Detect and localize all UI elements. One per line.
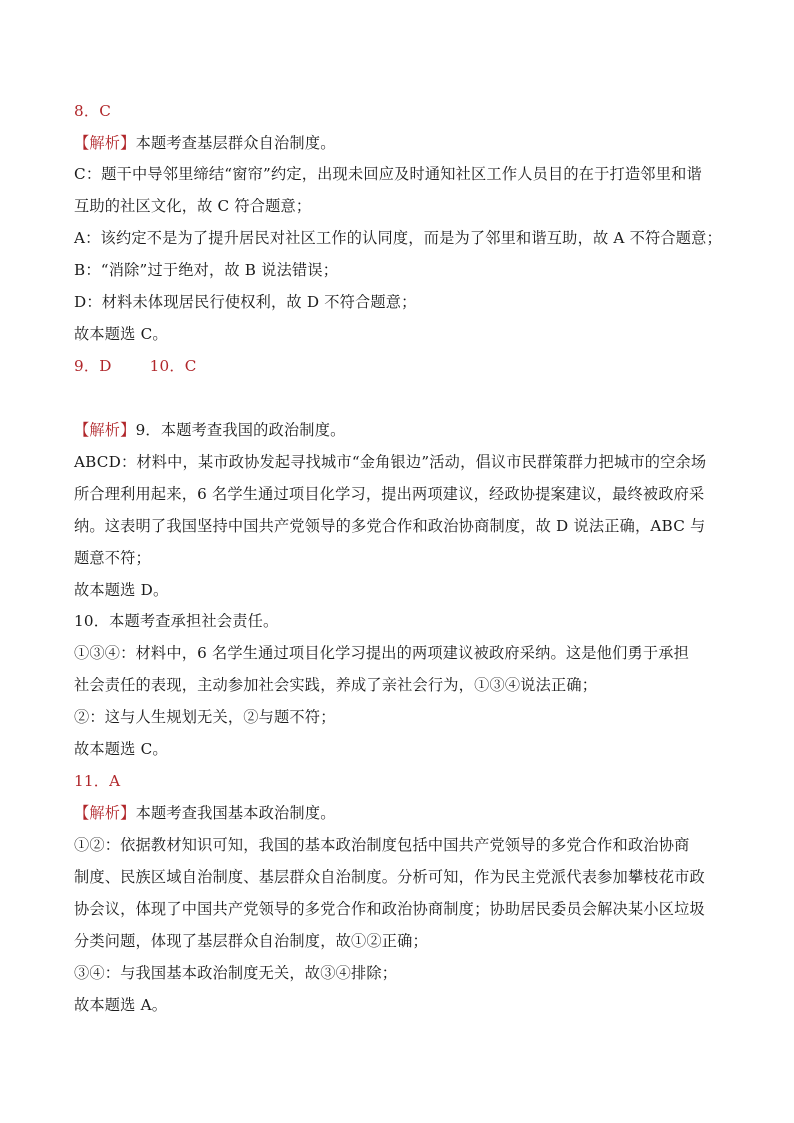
answer-q11: 11．A bbox=[74, 772, 121, 790]
answer-q10: 10．C bbox=[149, 357, 197, 375]
analysis-q9-line: 所合理利用起来，6 名学生通过项目化学习，提出两项建议，经政协提案建议，最终被政府采 bbox=[74, 485, 705, 503]
analysis-q11-line: ③④：与我国基本政治制度无关，故③④排除； bbox=[74, 964, 398, 982]
conclusion-q10: 故本题选 C。 bbox=[74, 740, 168, 758]
analysis-q10-line: ②：这与人生规划无关，②与题不符； bbox=[74, 708, 336, 726]
answer-q9: 9．D bbox=[74, 357, 112, 375]
answer-q8: 8．C bbox=[74, 102, 112, 120]
analysis-q8-line: D：材料未体现居民行使权利，故 D 不符合题意； bbox=[74, 293, 417, 311]
analysis-text: 9．本题考查我国的政治制度。 bbox=[135, 421, 346, 439]
analysis-q11-line: 协会议，体现了中国共产党领导的多党合作和政治协商制度；协助居民委员会解决某小区垃圾 bbox=[74, 900, 705, 918]
analysis-q11-intro bbox=[74, 803, 336, 823]
analysis-q8-intro bbox=[74, 133, 336, 153]
analysis-tag: 【解析】 bbox=[74, 421, 136, 439]
analysis-tag: 【解析】 bbox=[74, 804, 136, 822]
analysis-tag: 【解析】 bbox=[74, 134, 136, 152]
analysis-q10-intro: 10．本题考查承担社会责任。 bbox=[74, 612, 279, 630]
conclusion-q9: 故本题选 D。 bbox=[74, 581, 169, 599]
analysis-q8-line: C：题干中导邻里缔结“窗帘”约定，出现未回应及时通知社区工作人员目的在于打造邻里和谐 bbox=[74, 165, 702, 183]
analysis-q8-line: A：该约定不是为了提升居民对社区工作的认同度，而是为了邻里和谐互助，故 A 不符合题意； bbox=[74, 229, 722, 247]
analysis-q9-intro bbox=[74, 420, 345, 440]
analysis-q9-line: 纳。这表明了我国坚持中国共产党领导的多党合作和政治协商制度，故 D 说法正确，ABC 与 bbox=[74, 517, 706, 535]
analysis-text: 本题考查基层群众自治制度。 bbox=[135, 134, 336, 152]
conclusion-q8: 故本题选 C。 bbox=[74, 325, 168, 343]
analysis-q10-line: ①③④：材料中，6 名学生通过项目化学习提出的两项建议被政府采纳。这是他们勇于承担 bbox=[74, 644, 690, 662]
analysis-q9-line: ABCD：材料中，某市政协发起寻找城市“金角银边”活动，倡议市民群策群力把城市的空余场 bbox=[74, 453, 707, 471]
analysis-q10-line: 社会责任的表现，主动参加社会实践，养成了亲社会行为，①③④说法正确； bbox=[74, 676, 598, 694]
conclusion-q11: 故本题选 A。 bbox=[74, 996, 168, 1014]
analysis-text: 本题考查我国基本政治制度。 bbox=[135, 804, 336, 822]
analysis-q8-line: B：“消除”过于绝对，故 B 说法错误； bbox=[74, 261, 339, 279]
analysis-q11-line: ①②：依据教材知识可知，我国的基本政治制度包括中国共产党领导的多党合作和政治协商 bbox=[74, 836, 690, 854]
analysis-q11-line: 分类问题，体现了基层群众自治制度，故①②正确； bbox=[74, 932, 428, 950]
analysis-q8-line: 互助的社区文化，故 C 符合题意； bbox=[74, 197, 312, 215]
answers-q9-q10 bbox=[74, 356, 197, 376]
analysis-q11-line: 制度、民族区域自治制度、基层群众自治制度。分析可知，作为民主党派代表参加攀枝花市政 bbox=[74, 868, 705, 886]
analysis-q9-line: 题意不符； bbox=[74, 549, 151, 567]
